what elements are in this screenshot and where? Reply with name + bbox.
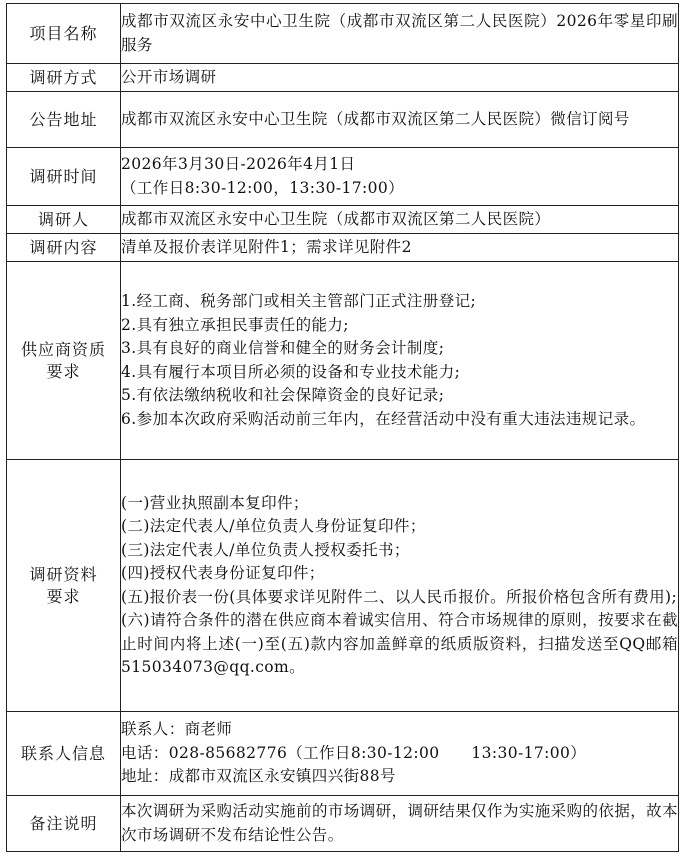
label-announcement-address: 公告地址 xyxy=(7,92,121,148)
value-remarks xyxy=(121,796,679,852)
text-line: 成都市双流区永安中心卫生院（成都市双流区第二人民医院）2026年零星印刷服务 xyxy=(121,12,678,54)
label-research-method: 调研方式 xyxy=(7,64,121,92)
value-research-method xyxy=(121,64,679,92)
label-remarks: 备注说明 xyxy=(7,796,121,852)
value-research-time xyxy=(121,148,679,206)
label-line: 调研资料 xyxy=(29,564,98,584)
research-info-table xyxy=(6,3,679,852)
value-research-content xyxy=(121,234,679,262)
list-item: 6.参加本次政府采购活动前三年内，在经营活动中没有重大违法违规记录。 xyxy=(121,409,646,428)
value-materials-requirement xyxy=(121,460,679,712)
value-project-name xyxy=(121,4,679,64)
list-item: (一)营业执照副本复印件； xyxy=(121,493,309,512)
list-item: 2.具有独立承担民事责任的能力; xyxy=(121,315,349,334)
label-line: 供应商资质 xyxy=(20,339,106,359)
text-line: 清单及报价表详见附件1；需求详见附件2 xyxy=(121,237,412,256)
row-supplier-qualification xyxy=(7,262,679,460)
row-research-time xyxy=(7,148,679,206)
list-item: 4.具有履行本项目所必须的设备和专业技术能力; xyxy=(121,362,461,381)
text-line: 成都市双流区永安中心卫生院（成都市双流区第二人民医院） xyxy=(121,209,551,228)
list-item: (五)报价表一份(具体要求详见附件二、以人民币报价。所报价格包含所有费用); xyxy=(121,587,678,606)
list-item: 5.有依法缴纳税收和社会保障资金的良好记录; xyxy=(121,386,445,404)
row-contact-info xyxy=(7,712,679,796)
row-researcher xyxy=(7,206,679,234)
text-line: 成都市双流区永安中心卫生院（成都市双流区第二人民医院）微信订阅号 xyxy=(121,109,630,128)
label-project-name: 项目名称 xyxy=(7,4,121,64)
value-researcher xyxy=(121,206,679,234)
row-materials-requirement xyxy=(7,460,679,712)
row-research-method xyxy=(7,64,679,92)
label-researcher: 调研人 xyxy=(7,206,121,234)
label-research-content: 调研内容 xyxy=(7,234,121,262)
label-contact-info: 联系人信息 xyxy=(7,712,121,796)
value-announcement-address xyxy=(121,92,679,148)
label-materials-requirement xyxy=(7,460,121,712)
contact-address: 地址：成都市双流区永安镇四兴街88号 xyxy=(121,767,396,786)
list-item: (三)法定代表人/单位负责人授权委托书； xyxy=(121,540,410,559)
label-line: 要求 xyxy=(46,586,81,606)
value-contact-info xyxy=(121,712,679,796)
label-supplier-qualification xyxy=(7,262,121,460)
list-item: (四)授权代表身份证复印件； xyxy=(121,564,325,582)
list-item: (二)法定代表人/单位负责人身份证复印件； xyxy=(121,517,426,535)
text-line: 本次调研为采购活动实施前的市场调研，调研结果仅作为实施采购的依据，故本次市场调研不发布结论性公告。 xyxy=(121,802,678,844)
value-supplier-qualification xyxy=(121,262,679,460)
row-remarks xyxy=(7,796,679,852)
contact-phone: 电话：028-85682776（工作日8:30-12:00 13:30-17:00） xyxy=(121,743,587,762)
row-research-content xyxy=(7,234,679,262)
row-announcement-address xyxy=(7,92,679,148)
list-item: 3.具有良好的商业信誉和健全的财务会计制度; xyxy=(121,339,445,357)
list-item: 1.经工商、税务部门或相关主管部门正式注册登记; xyxy=(121,292,477,310)
label-line: 要求 xyxy=(46,361,81,381)
list-item: (六)请符合条件的潜在供应商本着诚实信用、符合市场规律的原则，按要求在截止时间内将上述(一)至(五)款内容加盖鲜章的纸质版资料，扫描发送至QQ邮箱515034073@qq.com。 xyxy=(121,611,678,676)
contact-person: 联系人：商老师 xyxy=(121,720,233,739)
label-research-time: 调研时间 xyxy=(7,148,121,206)
text-line: 2026年3月30日-2026年4月1日 xyxy=(121,155,356,173)
text-line: （工作日8:30-12:00，13:30-17:00） xyxy=(121,178,405,197)
row-project-name xyxy=(7,4,679,64)
text-line: 公开市场调研 xyxy=(121,67,217,86)
